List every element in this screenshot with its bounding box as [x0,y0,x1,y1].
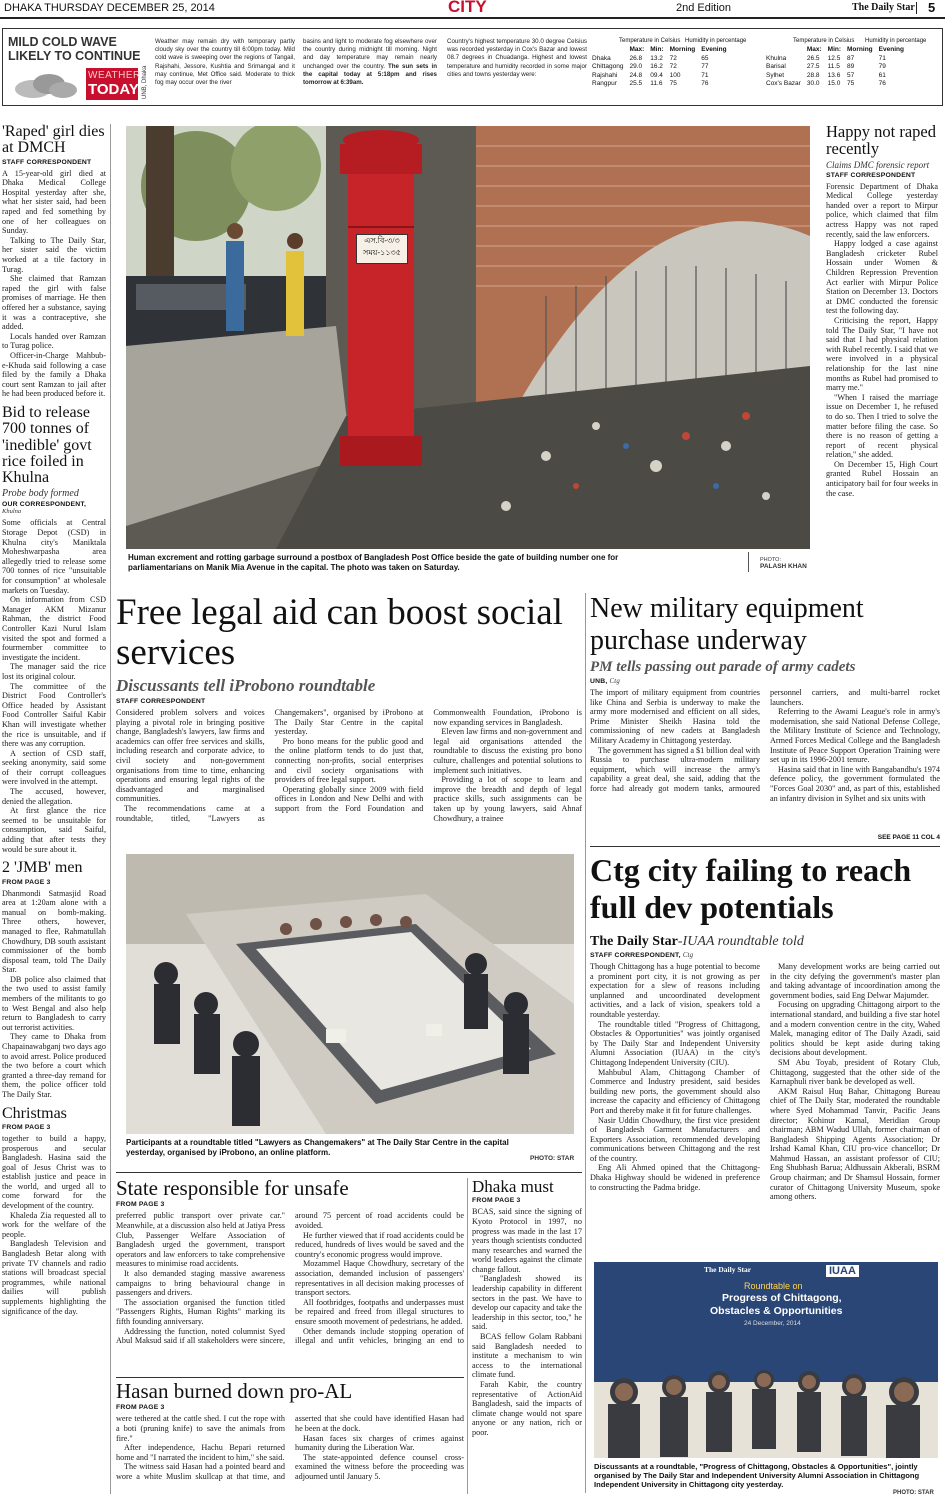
weather-col-header: Evening [701,46,727,53]
weather-col-header: Morning [669,46,696,53]
weather-table-1-grid [589,46,730,89]
para: The roundtable titled "Progress of Chittagong, Obstacles & Opportunities" was jointly organised by The Daily Star and Independent University Alumni Association (IUAA) in the city's Chittagong Independent University (CIU). [590,1019,760,1067]
weather-table-header [589,46,730,55]
para: preferred public transport over private car." Meanwhile, at a discussion also held at Jatiya Press Club, Passenger Welfare Association of Bangladesh urged the government, transport operators and law enforcers to take comprehensive measures to minimise road accidents. [116,1211,285,1269]
para: "Bangladesh showed its leadership capability in different sectors in the past. We have to develop our capacity and take the leadership in this sector, too," he said. [472,1274,582,1332]
headline-rice: Bid to release 700 tonnes of 'inedible' govt rice foiled in Khulna [2,403,92,487]
byline-christmas: FROM PAGE 3 [2,1123,51,1131]
weather-cell: 25.5 [629,80,643,87]
para: Forensic Department of Dhaka Medical College yesterday handed over a report to Mirpur police, which claimed that film actress Happy was not raped recently, said the law enforcers. [826,181,938,239]
headline-legal-aid: Free legal aid can boost social services [116,592,563,673]
body-rice [2,518,106,854]
weather-cell: 09.4 [650,71,663,79]
weather-row [763,55,907,64]
para: BCAS fellow Golam Rabbani said Bangladesh needed to institute a mechanism to win access to the international climate fund. [472,1332,582,1380]
dateline-text: DHAKA THURSDAY DECEMBER 25, 2014 [4,2,215,14]
para: Referring to the Awami League's role in army's modernisation, she said National Defense College, the Military Institute of Science and Technology, Armed Forces Medical College and the Bangladesh Institute of Peace Support Operation Training were set up in its 1996-2001 tenure. [770,707,940,765]
masthead-logo: The Daily Star [852,2,915,13]
header-divider [916,2,917,14]
sub-ctg [590,930,940,950]
para: They came to Dhaka from Chapainawabganj two days ago to avoid arrest. Police produced the two before a court which granted a three-day remand for them, the police officer told The Daily Star. [2,1032,106,1099]
weather-cell: 71 [701,71,709,79]
weather-source: UNB, Dhaka [142,65,148,99]
banner-date: 24 December, 2014 [744,1320,801,1327]
weather-col-header: Min: [827,46,842,53]
weather-col-2-text: basins and light to moderate fog elsewhere over the country during midnight till morning. Night and day temperature may remain nearly unchanged over the country. [303,38,437,70]
weather-cell: 27.5 [806,63,820,70]
sub-ctg-brand: The Daily Star [590,934,678,949]
para: "When I raised the marriage issue on December 1, he refused to do so. Then I tried to solve the matter before filing the case. So there is no reason of getting a report of recent physical relation," she added. [826,392,938,460]
para: Talking to The Daily Star, her sister said the victim worked at a tile factory in Turag. [2,235,106,274]
para: Farah Kabir, the country representative of ActionAid Bangladesh, said the impacts of climate change would not spare anyone or any nation, rich or poor. [472,1380,582,1437]
weather-cell: Khulna [766,54,787,62]
headline-christmas: Christmas [2,1104,67,1122]
weather-cell: 13.6 [827,71,841,79]
story-ctg [590,852,940,1242]
para: Khaleda Zia requested all to work for the welfare of the people. [2,1210,106,1239]
weather-cell: 76 [701,80,709,87]
para: A section of CSD staff, seeking anonymity, said some of their corrupt colleagues were involved in the attempt. [2,748,106,787]
body-hasan [116,1414,464,1500]
byline-happy: STAFF CORRESPONDENT [826,171,916,179]
weather-row [589,63,730,72]
headline-raped-girl: 'Raped' girl dies at DMCH [2,124,105,157]
weather-sun-times: The sun sets in the capital today at 5:18pm and rises tomorrow at 6:39am. [303,62,437,87]
para: Operating globally since 2009 with field offices in London and New Delhi and with support from the Ford Foundation and Commonwealth Foundation, iProbono is now expanding services in Bangladesh. [274,708,582,813]
temp-heading-1: Temperature in Celsius [619,38,681,44]
para: Eleven law firms and non-government and legal aid organisations attended the roundtable to discuss the existing pro bono culture, challenges and potential solutions to implement such initiatives. [433,727,582,775]
para: A 15-year-old girl died at Dhaka Medical College Hospital yesterday after she, what her sister said, had been raped and fed something by one of her colleagues on Sunday. [2,168,106,236]
byline-rice [2,501,106,508]
weather-cell: Dhaka [592,54,611,62]
weather-col-header: Evening [878,46,904,53]
story-happy [826,124,938,584]
para: At first glance the rice seemed to be unsuitable for consumption, said Saiful, adding that after tests they would be sure about it. [2,806,106,854]
para: He further viewed that if road accidents could be reduced, hundreds of lives would be saved and the country's economic progress would improve. [295,1230,464,1259]
para: All footbridges, footpaths and underpasses must be repaired and freed from illegal structures to ensure smooth movement of pedestrians, he added. [295,1297,464,1326]
weather-cell: Cox's Bazar [766,80,801,87]
weather-cell: 28.8 [806,71,820,79]
weather-row [589,80,730,89]
weather-row [763,80,907,89]
para: The recommendations came at a roundtable, titled, "Lawyers as Changemakers", organised by iProbono at The Daily Star Centre in the capital yesterday. [116,708,424,823]
ctg-photo-credit: PHOTO: STAR [893,1490,934,1496]
para: AKM Raisul Huq Bahar, Chittagong Bureau chief of The Daily Star, moderated the roundtable where Syed Mohammad Tanvir, Pacific Jeans director; Kohinur Kamal, Meridian Group chairman; ABM Wadud Ullah, former chairman of Bangladesh Shipping Agents Association; Dr Irshad Kamal Khan, CIU pro-vice chancellor; Dr Mahmud Hassan, an assistant professor of CIU; Eng Shubhash Barua; Aldhussain Akberali, BSRM Group chairman; and Dr Shamsul Hossain, former curator of Chittagong University Museum, spoke among others. [770,1086,940,1202]
credit-name: PALASH KHAN [760,563,807,570]
para: The government has signed a $1 billion deal with Russia to purchase ultra-modern military equipment, which will increase the army's capability a great deal, she said, adding that the force had already got modern tanks, armoured personnel carriers, and multi-barrel rocket launchers. [590,688,940,793]
body-military [590,688,940,833]
headline-jmb: 2 'JMB' men [2,859,83,877]
dateline [4,2,215,14]
byline-rice-place: Khulna [2,508,22,516]
left-column [2,124,106,1496]
para: Nasir Uddin Chowdhury, the first vice president of Bangladesh Garment Manufacturers and Exporters Association, recommended developing communications between Chittagong and the rest of the country. [590,1115,760,1163]
banner-brand: The Daily Star [704,1265,752,1274]
para: Pro bono means for the public good and the online platform tends to do just that, connecting non-profits, social enterprises and civil society organisations with providers of free legal support. [274,736,424,785]
story-rice [2,405,106,854]
weather-cell: Barisal [766,63,786,70]
weather-table-header [763,46,907,55]
weather-badge [86,68,141,100]
story-legal-aid [116,593,582,848]
sub-legal-aid: Discussants tell iProbono roundtable [116,676,376,695]
story-christmas [2,1106,106,1317]
weather-cell: 13.2 [650,54,663,62]
weather-badge-bottom: TODAY [88,81,139,98]
postbox-caption: Human excrement and rotting garbage surround a postbox of Bangladesh Post Office beside the gate of building number one for parliamentarians on Manik Mia Avenue in the capital. The photo was taken on Saturday. [128,553,619,572]
section-label: CITY [448,0,487,16]
weather-row [589,72,730,81]
byline-raped-girl: STAFF CORRESPONDENT [2,158,92,166]
para: Providing a lot of scope to learn and improve the breadth and depth of legal practice skills, such assignments can be taken up by young lawyers, said Ahnaf Chowdhury, a trainee [433,775,582,823]
ctg-photo-caption: Discussants at a roundtable, "Progress of Chittagong, Obstacles & Opportunities", jointly organised by The Daily Star and Independent University Alumni Association in Chittagong Independent University in Chittagong city yesterday. [594,1462,920,1490]
weather-cell: 12.5 [827,54,841,62]
postbox-sign-line-1: এস.বি-৩/৩ [364,236,400,245]
body-jmb [2,889,106,1100]
legal-photo-credit: PHOTO: STAR [530,1155,575,1162]
weather-cell: 75 [669,80,677,87]
military-bottom-rule [590,846,940,847]
headline-hasan: Hasan burned down pro-AL [116,1379,353,1403]
weather-cell: 100 [669,71,681,79]
humidity-heading-1: Humidity in percentage [685,38,747,44]
weather-cell: 65 [701,54,709,62]
rule-above-state [116,1172,582,1173]
sub-rice: Probe body formed [2,488,79,500]
roundtable-photo-legal [126,854,574,1134]
weather-cell: 87 [847,54,855,62]
weather-box [2,28,943,106]
weather-col-header: Max: [629,46,645,53]
para: Some officials at Central Storage Depot (CSD) in Khulna city's Maniktala Moheshwarpasha area allegedly tried to release some 700 tonnes of rice "unsuitable for consumption" at wholesale markets on Tuesday. [2,518,106,595]
para: SM Abu Toyab, president of Rotary Club, Chittagong, suggested that the other side of the Karnaphuli river bank be developed as well. [770,1057,940,1087]
headline-ctg: Ctg city failing to reach full dev potentials [590,852,912,925]
weather-cell: 24.8 [629,71,643,79]
page-number: 5 [928,0,936,15]
story-dhaka-must [472,1178,582,1494]
weather-cell: 79 [878,63,886,70]
para: She claimed that Ramzan raped the girl with false promises of marriage. He then offered her a substance, saying it was a contraceptive, she added. [2,274,106,332]
weather-cell: 26.5 [806,54,820,62]
story-military [590,593,940,841]
headline-happy: Happy not raped recently [826,122,936,158]
para: Happy lodged a case against Bangladesh cricketer Rubel Hossain under Women & Children Repression Prevention Act earlier with Mirpur Police Station on December 13. Doctors at DMC conducted the forensic test the following day. [826,239,938,316]
weather-col-1: Weather may remain dry with temporary partly cloudy sky over the country till 6:00pm today. Mild cold wave is sweeping over the regions of Tangail, Rajshahi, Jessore, Kushtia and Srimangal and it may continue, Met Office said. Moderate to thick fog may occur over the river [155,38,295,87]
caption-divider [748,552,749,572]
para: DB police also claimed that the two used to assist family members of the militants to go to West Bengal and also help return to Bangladesh to carry out terrorist activities. [2,974,106,1032]
roundtable-photo-ctg [594,1262,938,1458]
para: The witness said Hasan had a pointed beard and wore a white Muslim skullcap at that time, and asserted that she could have identified Hasan had he been at the dock. [116,1414,464,1481]
para: Dhanmondi Satmasjid Road area at 1:20am alone with a manual on bomb-making. Three others, however, managed to flee, Rahmatullah Chowdhury, DB south assistant commissioner of the bomb disposal team, told The Daily Star. [2,888,106,975]
sub-military: PM tells passing out parade of army cadets [590,659,856,675]
weather-col-header [763,46,804,55]
para: Mozammel Haque Chowdhury, secretary of the association, demanded inclusion of passengers' representatives in all decision making processes of transport sectors. [295,1259,464,1298]
weather-cell: 89 [847,63,855,70]
byline-dhaka-must: FROM PAGE 3 [472,1197,521,1205]
postbox-sign [356,234,408,264]
vertical-rule-dhaka [467,1178,468,1494]
story-state [116,1178,464,1359]
roundtable-scene-legal [126,854,574,1134]
para: The committee of the District Food Controller's Office headed by Assistant Food Controller Saiful Kabir Khan will investigate whether the rice is unsuitable, and if there was any corruption. [2,681,106,749]
weather-cell: 76 [878,80,886,87]
weather-cell: 30.0 [806,80,820,87]
headline-state: State responsible for unsafe [116,1176,349,1200]
para: The accused, however, denied the allegation. [2,787,106,806]
story-hasan [116,1381,464,1500]
para: Officer-in-Charge Mahbub-e-Khuda said following a case filed by the family a Dhaka court sent Ramzan to jail after he had been produced before it. [2,350,106,399]
page-header [0,0,945,18]
para: The state-appointed defence counsel cross-examined the witness before the proceeding was adjourned until January 5. [295,1452,464,1481]
banner-line-1: Roundtable on [744,1281,803,1291]
weather-cell: Rajshahi [592,71,618,79]
para: The association organised the function titled "Passengers Rights, Human Rights" marking its fifth founding anniversary. [116,1297,285,1326]
header-rule [0,17,945,19]
banner-iuaa: IUAA [826,1265,859,1277]
byline-hasan: FROM PAGE 3 [116,1404,165,1412]
weather-cell: 75 [847,80,855,87]
para: On information from CSD Manager AKM Mizanur Rahman, the district Food Controller Kazi Nurul Islam visited the spot and formed a fourmember committee to investigate the incident. [2,595,106,662]
weather-cell: 29.0 [629,63,643,70]
weather-col-3: Country's highest temperature 30.0 degree Celsius was recorded yesterday in Cox's Bazar and lowest 08.7 degrees in Chuadanga. Highest and lowest temperature and humidity recorded in some major cities and towns yesterday were: [447,38,587,78]
para: Many development works are being carried out in the city defying the government's master plan and taking advantage of incoordination among the government bodies, said Eng Delwar Majumder. [770,962,940,1000]
weather-cell: Sylhet [766,71,785,79]
body-legal-aid [116,708,582,848]
byline-jmb: FROM PAGE 3 [2,878,51,886]
weather-row [763,63,907,72]
para: Focusing on upgrading Chittagong airport to the international standard, and building a five star hotel and a modern convention centre in the city, Wahed Malek, managing editor of The Daily Azadi, said politics should be kept aside during taking decisions about development. [770,1000,940,1058]
weather-cell: 61 [878,71,886,79]
para: BCAS, said since the signing of Kyoto Protocol in 1997, no progress was made in the last 17 years though scientists conducted many researches and warned the world leaders against the climate change fallout. [472,1207,582,1274]
para: together to build a happy, prosperous and secular Bangladesh. Hasina said the goal of Jesus Christ was to establish justice and peace in the world, and urged all to come forward for the development of the country. [2,1133,106,1211]
byline-ctg [590,952,940,959]
weather-cell: 11.5 [827,63,840,70]
para: Other demands include stopping operation of illegal and unfit vehicles, bringing an end to [295,1326,464,1346]
postbox-photo [126,126,810,549]
weather-col-header [589,46,626,55]
para: Mahbubul Alam, Chittagong Chamber of Commerce and Industry president, said besides building new ports, the government should also increase the capacity and efficiency of Chittagong Port and thereby make it fit for future challenges. [590,1067,760,1115]
left-column-rule [110,124,111,1494]
para: The import of military equipment from countries like China and Serbia is underway to make the army more modernised and efficient on all sides, Prime Minister Sheikh Hasina told the commissioning of new cadets at Bangladesh Military Academy in Chittagong yesterday. [590,688,760,745]
weather-cell: 72 [669,54,677,62]
para: On December 15, High Court granted Rubel Hossain an anticipatory bail for four weeks in the case. [826,459,938,498]
weather-cell: 11.6 [650,80,663,87]
cloud-icon [11,69,81,101]
temp-heading-2: Temperature in Celsius [793,38,855,44]
postbox-scene [126,126,810,549]
headline-military: New military equipment purchase underway [590,593,864,656]
weather-cell: 71 [878,54,886,62]
weather-cell: 72 [669,63,677,70]
rule-above-hasan [116,1377,464,1378]
weather-badge-top: WEATHER [88,70,141,81]
sub-happy: Claims DMC forensic report [826,159,930,170]
weather-cell: Rangpur [592,80,617,87]
body-state [116,1211,464,1359]
para: Though Chittagong has a huge potential to become a prominent port city, it is not growing as per expectation for a slew of reasons including unplanned and uncoordinated development activities, and a lack of vision, speakers told a roundtable yesterday. [590,962,760,1019]
credit-label: PHOTO: [760,557,781,563]
story-raped-girl [2,124,106,399]
byline-military-text: UNB, [590,678,608,685]
weather-col-header: Morning [847,46,873,53]
para: Locals handed over Ramzan to Turag police. [2,331,106,351]
para: After independence, Hachu Bepari returned home and "I narrated the incident to him," she said. [116,1443,285,1462]
banner-line-2: Progress of Chittagong, [722,1292,842,1304]
weather-col-2 [303,38,437,87]
edition-label: 2nd Edition [676,2,732,14]
postbox-credit [760,557,820,570]
military-jump: SEE PAGE 11 COL 4 [877,834,940,841]
para: Eng Ali Ahmed opined that the Chittagong-Dhaka Highway should be widened in preference to constructing the Padma bridge. [590,1163,760,1192]
byline-ctg-text: STAFF CORRESPONDENT, [590,952,681,959]
banner-line-3: Obstacles & Opportunities [710,1305,843,1317]
weather-row [589,55,730,64]
headline-dhaka-must: Dhaka must [472,1178,554,1196]
byline-legal-aid: STAFF CORRESPONDENT [116,698,206,705]
body-christmas [2,1134,106,1316]
weather-cell: 26.8 [629,54,643,62]
body-happy [826,182,938,499]
body-ctg [590,962,940,1242]
story-jmb [2,860,106,1099]
byline-military [590,678,940,685]
para: Considered problem solvers and voices playing a pivotal role in bringing positive change, Bangladesh's lawyers, law firms and academics can offer free services and skills, including research and corporate advice, to civil society and non-government organisations from time to time, enhancing operations and ensuring legal rights of the disadvantaged and marginalised communities. [116,708,265,804]
byline-rice-text: OUR CORRESPONDENT, [2,501,87,509]
para: Hasina said that in line with Bangabandhu's 1974 defence policy, the government formulated the "Forces Goal 2030" and, as part of this, established an infantry division in Sylhet and six units with [770,764,940,803]
weather-cell: 16.2 [650,63,663,70]
para: Addressing the function, noted columnist Syed Abul Maksud said if all stakeholders were sincere, around 75 percent of road accidents could be avoided. [116,1211,464,1346]
sub-ctg-text: -IUAA roundtable told [677,934,804,949]
humidity-heading-2: Humidity in percentage [865,38,927,44]
para: Criticising the report, Happy told The Daily Star, "I have not said that I had physical relation with Rubel recently. I said that we were involved in a physical relationship for the last nine months as Rubel had promised to marry me." [826,315,939,393]
para: Hasan faces six charges of crimes against humanity during the Liberation War. [295,1433,464,1453]
byline-military-place: Ctg [609,678,620,685]
body-raped-girl [2,169,106,399]
para: Bangladesh Television and Bangladesh Betar along with private TV channels and radio stations will broadcast special programmes, while national dailies will publish supplements highlighting the significance of the day. [2,1239,106,1316]
postbox-sign-line-2: সময়-১১৩৫ [363,248,401,257]
para: The manager said the rice lost its original colour. [2,662,106,681]
vertical-rule-mid [585,593,586,1493]
para: It also demanded staging massive awareness campaigns to bring behavioural change in passengers and drivers. [116,1268,285,1298]
para: were tethered at the cattle shed. I cut the rope with a boti (pruning knife) to save the animals from fire." [116,1414,285,1443]
byline-state: FROM PAGE 3 [116,1201,165,1209]
body-dhaka-must [472,1207,582,1437]
weather-cell: 57 [847,71,855,79]
legal-photo-caption: Participants at a roundtable titled "Lawyers as Changemakers" at The Daily Star Centre in the capital yesterday, organised by iProbono, an online platform. [126,1138,509,1157]
weather-headline: MILD COLD WAVE LIKELY TO CONTINUE [8,35,141,63]
weather-cell: 77 [701,63,709,70]
byline-ctg-place: Ctg [682,952,694,959]
weather-row [763,72,907,81]
weather-col-header: Max: [806,46,822,53]
weather-cell: 15.0 [827,80,841,87]
weather-cell: Chittagong [592,63,624,70]
weather-table-2-grid [763,46,907,89]
weather-col-header: Min: [650,46,664,53]
